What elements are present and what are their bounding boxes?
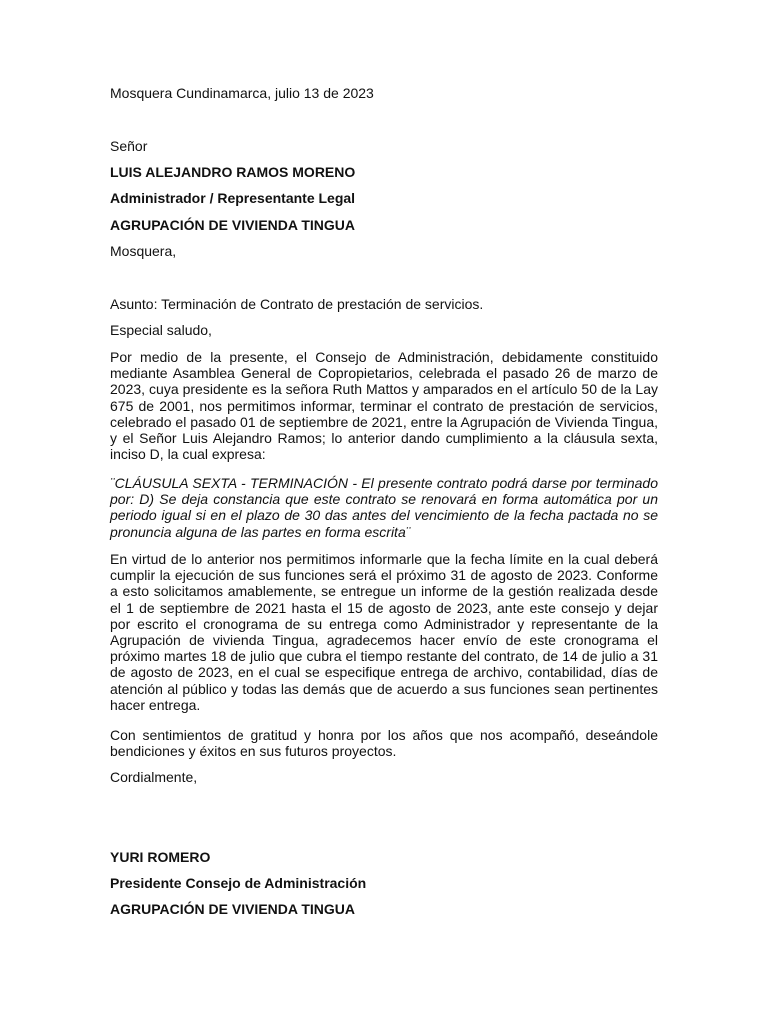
recipient-organization: AGRUPACIÓN DE VIVIENDA TINGUA [110,217,356,233]
recipient-role: Administrador / Representante Legal [110,190,356,206]
signature-role: Presidente Consejo de Administración [110,875,367,891]
body-paragraph-3: Con sentimientos de gratitud y honra por los años que nos acompañó, deseándole bendiciones y éxitos en sus futuros proyectos. [110,727,658,760]
body-paragraph-2: En virtud de lo anterior nos permitimos informarle que la fecha límite en la cual deberá cumplir la ejecución de sus funciones será el próximo 31 de agosto de 2023. Conforme a esto solicitamos amablemente, se entregue un informe de la gestión realizada desde el 1 de septiembre de 2021 hasta el 15 de agosto de 2023, ante este consejo y dejar por escrito el cronograma de su entrega como Administrador y representante de la Agrupación de vivienda Tingua, agradecemos hacer envío de este cronograma el próximo martes 18 de julio que cubra el tiempo restante del contrato, de 14 de julio a 31 de agosto de 2023, en el cual se especifique entrega de archivo, contabilidad, días de atención al público y todas las demás que de acuerdo a sus funciones sean pertinentes hacer entrega. [110,551,658,713]
signature-organization: AGRUPACIÓN DE VIVIENDA TINGUA [110,901,356,917]
recipient-name: LUIS ALEJANDRO RAMOS MORENO [110,164,356,180]
letter-page [110,0,658,1024]
recipient-city: Mosquera, [110,243,177,259]
signature-name: YURI ROMERO [110,849,211,865]
closing: Cordialmente, [110,769,198,785]
date-line: Mosquera Cundinamarca, julio 13 de 2023 [110,85,374,101]
recipient-salutation: Señor [110,138,148,154]
subject-line: Asunto: Terminación de Contrato de prestación de servicios. [110,296,484,312]
greeting: Especial saludo, [110,322,212,338]
body-paragraph-1: Por medio de la presente, el Consejo de Administración, debidamente constituido mediante Asamblea General de Copropietarios, celebrada el pasado 26 de marzo de 2023, cuya presidente es la señora Ruth Mattos y amparados en el artículo 50 de la Lay 675 de 2001, nos permitimos informar, terminar el contrato de prestación de servicios, celebrado el pasado 01 de septiembre de 2021, entre la Agrupación de Vivienda Tingua, y el Señor Luis Alejandro Ramos; lo anterior dando cumplimiento a la cláusula sexta, inciso D, la cual expresa: [110,349,658,463]
contract-clause-quote: ¨CLÁUSULA SEXTA - TERMINACIÓN - El presente contrato podrá darse por terminado por: D) Se deja constancia que este contrato se renovará en forma automática por un periodo igual si en el plazo de 30 das antes del vencimiento de la fecha pactada no se pronuncia alguna de las partes en forma escrita¨ [110,475,658,540]
